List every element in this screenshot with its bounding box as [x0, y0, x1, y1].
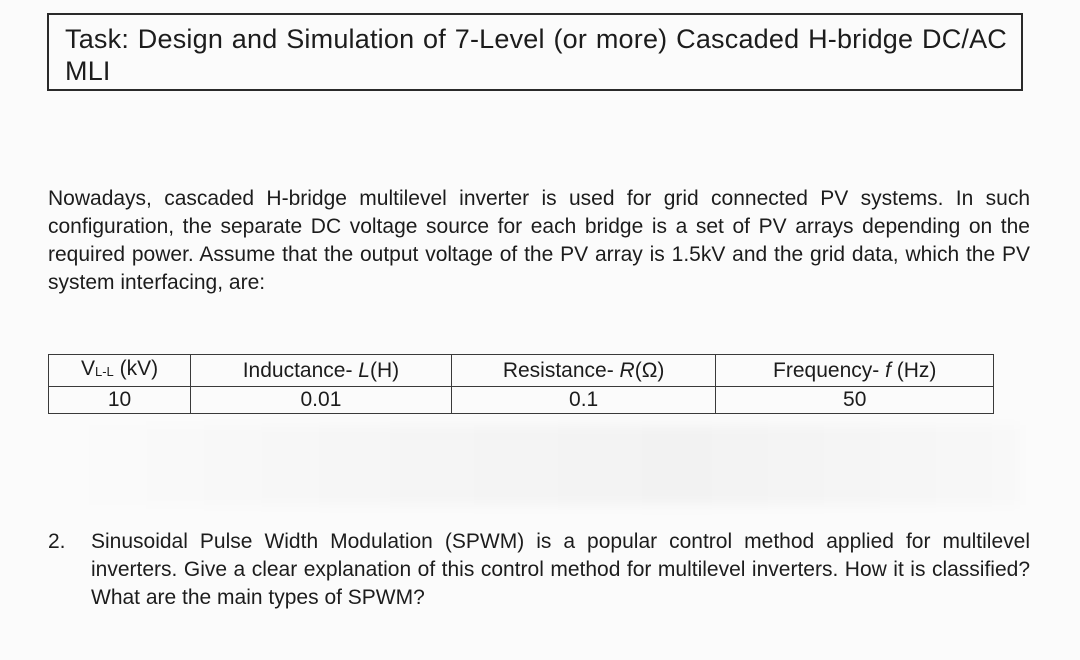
header-resistance: Resistance- R(Ω)	[451, 355, 716, 387]
table-header-row	[49, 355, 994, 387]
cell-frequency-value: 50	[716, 387, 994, 414]
header-frequency: Frequency- f (Hz)	[716, 355, 994, 387]
cell-resistance-value: 0.1	[451, 387, 716, 414]
task-title-box	[47, 13, 1023, 91]
task-title: Task: Design and Simulation of 7-Level (or more) Cascaded H-bridge DC/AC MLI	[65, 24, 1007, 86]
table-row	[49, 387, 994, 414]
grid-data-table	[48, 354, 994, 414]
scan-smudge	[60, 425, 1020, 505]
header-inductance: Inductance- L(H)	[191, 355, 452, 387]
intro-paragraph: Nowadays, cascaded H-bridge multilevel inverter is used for grid connected PV systems. In such configuration, the separate DC voltage source for each bridge is a set of PV arrays depending on the required power. Assume that the output voltage of the PV array is 1.5kV and the grid data, which the PV system interfacing, are:	[48, 187, 1030, 294]
cell-voltage-value: 10	[49, 387, 191, 414]
question-text: Sinusoidal Pulse Width Modulation (SPWM) is a popular control method applied for multilevel inverters. Give a clear explanation of this control method for multilevel inverters. How it is classified? What are the main types of SPWM?	[91, 530, 1030, 609]
question-item	[48, 528, 1030, 612]
question-number: 2.	[48, 530, 66, 553]
header-voltage: VL-L (kV)	[49, 355, 191, 387]
cell-inductance-value: 0.01	[191, 387, 452, 414]
